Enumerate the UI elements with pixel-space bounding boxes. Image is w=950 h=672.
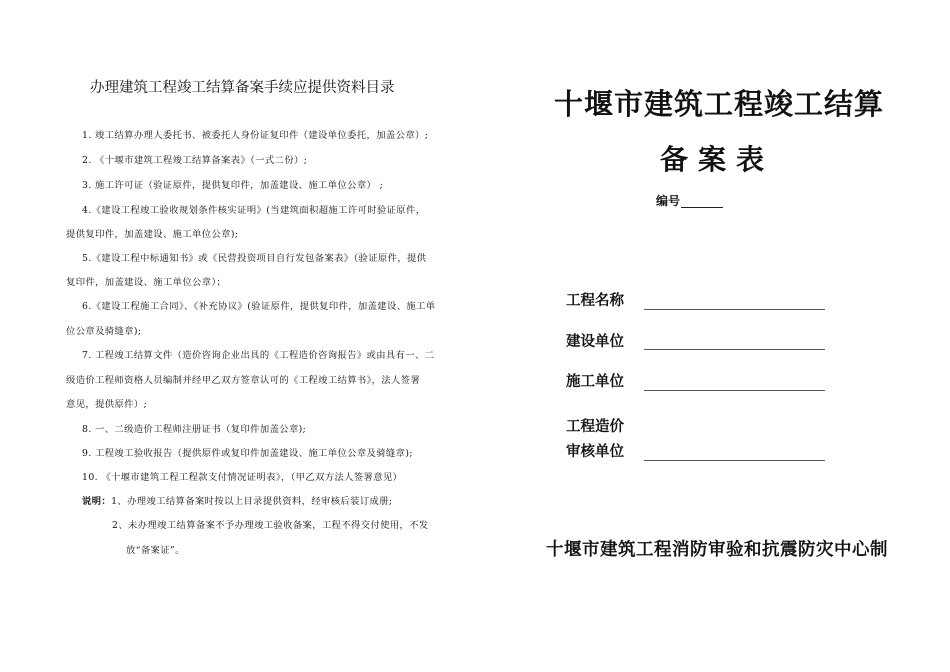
list-item: 4.《建设工程竣工验收规划条件核实证明》(当建筑面积超施工许可时验证原件， <box>82 205 426 216</box>
form-subtitle: 备案表 <box>660 143 775 176</box>
form-title: 十堰市建筑工程竣工结算 <box>554 87 885 121</box>
list-item: 8. 一、二级造价工程师注册证书（复印件加盖公章); <box>82 424 307 435</box>
list-item-cont: 复印件，加盖建设、施工单位公章）； <box>66 277 227 288</box>
list-item-cont: 提供复印件，加盖建设、施工单位公章); <box>66 229 239 240</box>
number-label: 编号 <box>656 194 681 208</box>
note-line: 2、未办理竣工结算备案不予办理竣工验收备案，工程不得交付使用，不发 <box>112 520 429 531</box>
list-item: 6.《建设工程施工合同》、《补充协议》(验证原件，提供复印件，加盖建设、施工单 <box>82 301 436 312</box>
list-item: 2. 《十堰市建筑工程竣工结算备案表》（一式二份）; <box>82 155 308 166</box>
audit-unit-field[interactable] <box>644 460 825 461</box>
materials-list-title: 办理建筑工程竣工结算备案手续应提供资料目录 <box>90 80 395 96</box>
list-item: 1. 竣工结算办理人委托书、被委托人身份证复印件（建设单位委托，加盖公章）; <box>82 130 429 141</box>
list-item: 10. 《十堰市建筑工程工程款支付情况证明表》，（甲乙双方法人签署意见） <box>82 472 403 483</box>
number-field[interactable] <box>681 207 723 208</box>
issuer-footer: 十堰市建筑工程消防审验和抗震防灾中心制 <box>546 540 888 560</box>
field-label-construction-unit: 建设单位 <box>566 334 624 350</box>
field-label-contractor: 施工单位 <box>566 374 624 390</box>
list-item: 3. 施工许可证（验证原件，提供复印件，加盖建设、施工单位公章） ; <box>82 180 384 191</box>
note-line: 放“备案证”。 <box>126 545 185 556</box>
note-label: 说明： <box>82 496 112 507</box>
list-item: 5.《建设工程中标通知书》或《民营投资项目自行发包备案表》（验证原件，提供 <box>82 253 427 264</box>
list-item: 7. 工程竣工结算文件（造价咨询企业出具的《工程造价咨询报告》或由具有一、二 <box>82 350 435 361</box>
project-name-field[interactable] <box>644 309 825 310</box>
list-item: 9. 工程竣工验收报告（提供原件或复印件加盖建设、施工单位公章及骑缝章); <box>82 448 413 459</box>
field-label-cost: 工程造价 <box>566 419 624 435</box>
list-item-cont: 意见，提供原件）; <box>66 399 148 410</box>
note-line <box>82 493 392 507</box>
list-item-cont: 位公章及骑缝章); <box>66 326 142 337</box>
field-label-project-name: 工程名称 <box>566 293 624 309</box>
list-item-cont: 级造价工程师资格人员编制并经甲乙双方签章认可的《工程竣工结算书》，法人签署 <box>66 375 421 386</box>
contractor-field[interactable] <box>644 390 825 391</box>
field-label-audit-unit: 审核单位 <box>566 444 624 460</box>
note-text: 1、办理竣工结算备案时按以上目录提供资料，经审核后装订成册; <box>111 496 393 507</box>
construction-unit-field[interactable] <box>644 349 825 350</box>
